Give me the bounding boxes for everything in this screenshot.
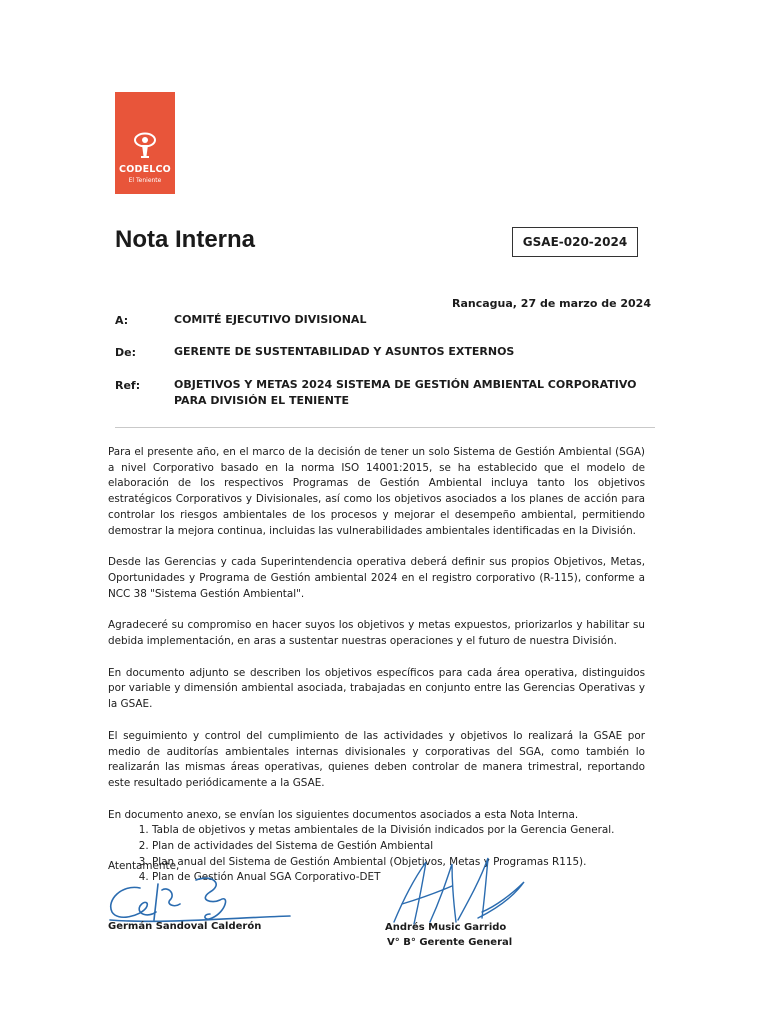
body-paragraph: En documento adjunto se describen los objetivos específicos para cada área operativa, distinguidos por variable y dimensión ambiental asociada, trabajadas en conjunto entre las Gerencias Operativas y la GSAE. <box>108 666 645 711</box>
list-item: 3. Plan anual del Sistema de Gestión Ambiental (Objetivos, Metas y Programas R115). <box>152 855 645 871</box>
ref-value: OBJETIVOS Y METAS 2024 SISTEMA DE GESTIÓN AMBIENTAL CORPORATIVO PARA DIVISIÓN EL TENIENTE <box>174 378 637 407</box>
body-paragraph: Agradeceré su compromiso en hacer suyos los objetivos y metas expuestos, priorizarlos y habilitar su debida implementación, en aras a sustentar nuestras operaciones y el futuro de nuestra División. <box>108 619 645 648</box>
body-paragraph: En documento anexo, se envían los siguientes documentos asociados a esta Nota Interna. <box>108 808 579 821</box>
to-value: COMITÉ EJECUTIVO DIVISIONAL <box>174 313 367 326</box>
logo-name: CODELCO <box>119 164 171 175</box>
to-label: A: <box>115 314 129 327</box>
body-paragraph: El seguimiento y control del cumplimiento de las actividades y objetivos lo realizará la GSAE por medio de auditorías ambientales internas divisionales y corporativas del SGA, como también lo realizarán las mismas áreas operativas, quienes deben controlar de manera trimestral, reportando este resultado periódicamente a la GSAE. <box>108 729 645 789</box>
document-number: GSAE-020-2024 <box>512 227 638 257</box>
body-paragraph: Para el presente año, en el marco de la decisión de tener un solo Sistema de Gestión Ambiental (SGA) a nivel Corporativo basado en la norma ISO 14001:2015, se ha establecido que el modelo de elaboración de los respectivos Programas de Gestión Ambiental incluya tanto los objetivos estratégicos Corporativos y Divisionales, así como los objetivos asociados a los planes de acción para controlar los riesgos ambientales de los procesos y mejorar el desempeño ambiental, permitiendo demostrar la mejora continua, incluidas las vulnerabilidades ambientales identificadas en la División. <box>108 446 645 537</box>
logo-subtitle: El Teniente <box>128 177 162 184</box>
date-line: Rancagua, 27 de marzo de 2024 <box>452 297 651 310</box>
salutation: Atentamente, <box>108 860 180 872</box>
codelco-logo <box>115 92 175 194</box>
from-label: De: <box>115 346 136 359</box>
list-item: 2. Plan de actividades del Sistema de Gestión Ambiental <box>152 839 645 855</box>
page-title: Nota Interna <box>115 226 256 253</box>
header-divider <box>115 427 655 428</box>
list-item: 4. Plan de Gestión Anual SGA Corporativo-DET <box>152 870 645 886</box>
signer-2-name: Andrés Music Garrido <box>385 922 507 933</box>
from-value: GERENTE DE SUSTENTABILIDAD Y ASUNTOS EXTERNOS <box>174 345 515 358</box>
signature-2-icon <box>382 852 532 932</box>
codelco-emblem-icon <box>133 132 157 160</box>
memo-body <box>108 445 645 886</box>
signer-1-name: Germán Sandoval Calderón <box>108 921 262 932</box>
signer-2-title: V° B° Gerente General <box>387 937 513 948</box>
body-paragraph: Desde las Gerencias y cada Superintendencia operativa deberá definir sus propios Objetivos, Metas, Oportunidades y Programa de Gestión ambiental 2024 en el registro corporativo (R-115), conforme a NCC 38 "Sistema Gestión Ambiental". <box>108 556 645 600</box>
ref-label: Ref: <box>115 379 141 392</box>
list-item: 1. Tabla de objetivos y metas ambientales de la División indicados por la Gerencia General. <box>152 823 645 839</box>
